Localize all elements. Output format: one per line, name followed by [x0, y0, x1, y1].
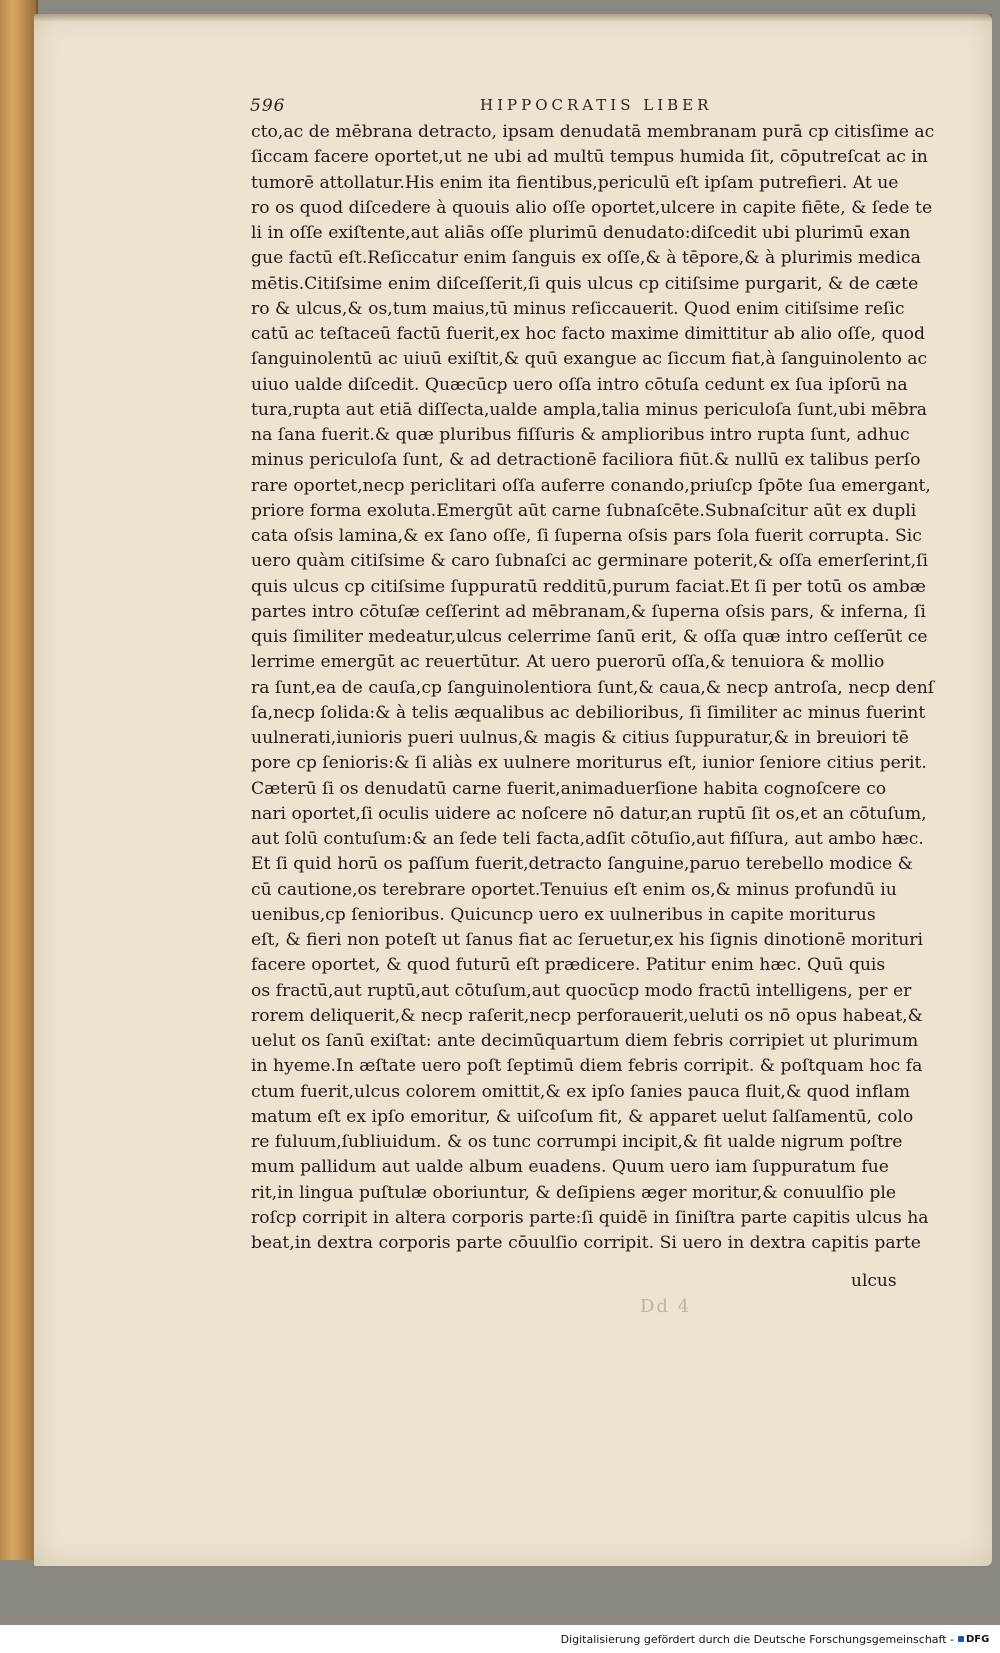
text-line: rare oportet,necp periclitari oſſa auferre conando,priuſcp ſpōte ſua emergant, [251, 475, 931, 496]
text-line: ctum fuerit,ulcus colorem omittit,& ex ipſo ſanies pauca fluit,& quod inflam [251, 1081, 911, 1102]
page-shadow [34, 14, 992, 22]
text-line: mum pallidum aut ualde album euadens. Quum uero iam ſuppuratum fue [251, 1157, 889, 1178]
running-head: HIPPOCRATIS LIBER [480, 96, 713, 114]
text-line: facere oportet, & quod futurū eſt prædicere. Patitur enim hæc. Quū quis [251, 955, 886, 976]
text-line: re fuluum,ſubliuidum. & os tunc corrumpi incipit,& fit ualde nigrum poſtre [251, 1132, 903, 1152]
text-line: beat,in dextra corporis parte cōuulſio corripit. Si uero in dextra capitis parte [251, 1233, 921, 1253]
text-line: uero quàm citiſsime & caro ſubnaſci ac germinare poterit,& oſſa emerſerint,ſi [251, 551, 928, 572]
text-line: cū cautione,os terebrare oportet.Tenuius eſt enim os,& minus profundū iu [251, 879, 897, 900]
text-line: na ſana fuerit.& quæ pluribus fiſſuris & amplioribus intro rupta ſunt, adhuc [251, 425, 910, 445]
body-text [251, 120, 951, 1256]
text-line: matum eſt ex ipſo emoritur, & uiſcoſum fit, & apparet uelut ſalſamentū, colo [251, 1106, 914, 1127]
text-line: aut ſolū contuſum:& an ſede teli facta,adſit cōtuſio,aut fiſſura, aut ambo hæc. [251, 829, 924, 849]
text-line: in hyeme.In æſtate uero poſt ſeptimū diem febris corripit. & poſtquam hoc fa [251, 1056, 923, 1077]
text-line: cata oſsis lamina,& ex ſano oſſe, ſi ſuperna oſsis pars ſola fuerit corrupta. Sic [251, 526, 922, 546]
text-line: Cæterū ſi os denudatū carne fuerit,animaduerſione habita cognoſcere co [251, 778, 887, 799]
text-line: ſiccam facere oportet,ut ne ubi ad multū tempus humida ſit, cōputreſcat ac in [251, 147, 928, 168]
digitization-footer [0, 1625, 1000, 1653]
text-line: quis ulcus cp citiſsime ſuppuratū redditū,purum faciat.Et ſi per totū os ambæ [251, 576, 926, 597]
text-line: roſcp corripit in altera corporis parte:ſi quidē in ſiniſtra parte capitis ulcus ha [251, 1207, 929, 1228]
text-line: mētis.Citiſsime enim diſceſſerit,ſi quis ulcus cp citiſsime purgarit, & de cæte [251, 273, 919, 294]
text-line: uelut os ſanū exiſtat: ante decimūquartum diem febris corripiet ut plurimum [251, 1031, 919, 1051]
text-line: eſt, & fieri non poteſt ut ſanus fiat ac ſeruetur,ex his ſignis dinotionē morituri [251, 930, 924, 950]
text-line: uenibus,cp ſenioribus. Quicuncp uero ex uulneribus in capite moriturus [251, 904, 876, 925]
digitization-credit: Digitalisierung gefördert durch die Deutsche Forschungsgemeinschaft - [560, 1633, 954, 1646]
page-header [250, 96, 780, 118]
page-number: 596 [250, 96, 286, 116]
text-line: gue factū eſt.Reſiccatur enim ſanguis ex oſſe,& à tēpore,& à plurimis medica [251, 248, 921, 269]
dfg-logo-icon [958, 1631, 990, 1647]
text-line: pore cp ſenioris:& ſi aliàs ex uulnere moriturus eſt, iunior ſeniore citius perit. [251, 753, 927, 774]
text-line: lerrime emergūt ac reuertūtur. At uero puerorū oſſa,& tenuiora & mollio [251, 652, 885, 673]
text-line: ra ſunt,ea de cauſa,cp ſanguinolentiora ſunt,& caua,& necp antroſa, necp denſ [251, 677, 935, 698]
text-line: ro & ulcus,& os,tum maius,tū minus reſiccauerit. Quod enim citiſsime reſic [251, 298, 905, 319]
catchword: ulcus [851, 1271, 897, 1291]
text-line: tura,rupta aut etiā diſſecta,ualde ampla,talia minus periculoſa ſunt,ubi mēbra [251, 399, 928, 420]
text-line: minus periculoſa ſunt, & ad detractionē faciliora fiūt.& nullū ex talibus perſo [251, 450, 921, 471]
signature-mark: Dd 4 [640, 1296, 692, 1317]
text-line: ro os quod diſcedere à quouis alio oſſe oportet,ulcere in capite fiēte, & ſede te [251, 197, 933, 218]
text-line: Et ſi quid horū os paſſum fuerit,detracto ſanguine,paruo terebello modice & [251, 854, 913, 875]
text-line: li in oſſe exiſtente,aut aliās oſſe plurimū denudato:diſcedit ubi plurimū exan [251, 223, 911, 243]
text-line: nari oportet,ſi oculis uidere ac noſcere nō datur,an ruptū ſit os,et an cōtuſum, [251, 803, 927, 824]
text-line: cto,ac de mēbrana detracto, ipsam denudatā membranam purā cp citisſime ac [251, 122, 935, 142]
text-line: catū ac teſtaceū factū fuerit,ex hoc facto maxime dimittitur ab alio oſſe, quod [251, 324, 926, 344]
text-line: ſa,necp ſolida:& à telis æqualibus ac debilioribus, ſi ſimiliter ac minus fuerint [251, 702, 926, 723]
text-line: partes intro cōtuſæ ceſſerint ad mēbranam,& ſuperna oſsis pars, & inferna, ſi [251, 601, 926, 622]
dfg-logo-text: DFG [966, 1633, 990, 1645]
dfg-logo-mark [958, 1636, 964, 1642]
text-line: tumorē attollatur.His enim ita fientibus,periculū eſt ipſam putrefieri. At ue [251, 172, 899, 193]
text-line: os fractū,aut ruptū,aut cōtuſum,aut quocūcp modo fractū intelligens, per er [251, 980, 912, 1001]
text-line: uulnerati,iunioris pueri uulnus,& magis & citius ſuppuratur,& in breuiori tē [251, 728, 909, 748]
text-line: ſanguinolentū ac uiuū exiſtit,& quū exangue ac ſiccum fiat,à ſanguinolento ac [251, 349, 928, 370]
text-line: priore forma exoluta.Emergūt aūt carne ſubnaſcēte.Subnaſcitur aūt ex dupli [251, 500, 917, 521]
book-edge [0, 0, 38, 1560]
text-line: rorem deliquerit,& necp raſerit,necp perforauerit,ueluti os nō opus habeat,& [251, 1005, 923, 1026]
text-line: uiuo ualde diſcedit. Quæcūcp uero oſſa intro cōtuſa cedunt ex ſua ipſorū na [251, 374, 908, 395]
text-line: quis ſimiliter medeatur,ulcus celerrime ſanū erit, & oſſa quæ intro ceſſerūt ce [251, 627, 928, 647]
text-line: rit,in lingua puſtulæ oboriuntur, & deſipiens æger moritur,& conuulſio ple [251, 1182, 896, 1203]
